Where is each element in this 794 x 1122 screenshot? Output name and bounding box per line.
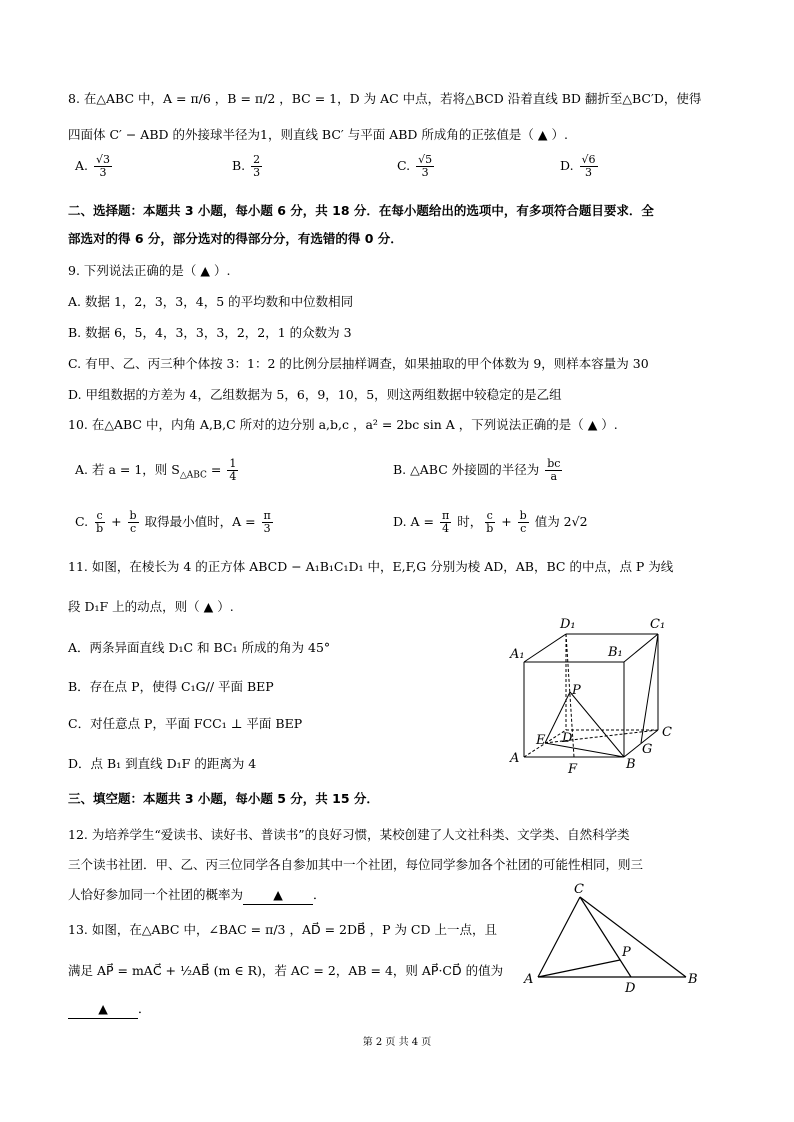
answer-blank[interactable]: ▲ [68,1000,138,1019]
option-label: A. [75,158,89,173]
option-label: C. [397,158,411,173]
option-label: B. [232,158,246,173]
label-g: G [642,742,653,757]
q8-option-d[interactable] [560,154,600,179]
cube-figure [500,610,690,780]
label-a: A [510,751,520,766]
option-label: D. [560,158,574,173]
section2-heading-line2: 部选对的得 6 分，部分选对的得部分分，有选错的得 0 分． [68,231,403,246]
q8-option-a[interactable] [75,154,114,179]
q13-line1: 13. 如图，在△ABC 中，∠BAC = π/3 ，AD⃗ = 2DB⃗ ，P 为 CD 上一点，且 [68,922,497,937]
q10-option-c[interactable]: C. $\frac{c}{b}$ + $\frac{b}{c}$ 取得最小值时，A = $\frac{\pi}{3}$ [75,509,271,535]
label-b: B [626,757,636,772]
label-d: D [562,731,573,746]
q11-option-d[interactable]: D．点 B₁ 到直线 D₁F 的距离为 4 [68,756,257,771]
q11-option-c[interactable]: C．对任意点 P，平面 FCC₁ ⊥ 平面 BEP [68,716,303,731]
q9-option-a[interactable]: A. 数据 1，2，3，3，4，5 的平均数和中位数相同 [68,294,354,309]
answer-blank[interactable]: ▲ [243,886,313,905]
q11-line1: 11. 如图，在棱长为 4 的正方体 ABCD − A₁B₁C₁D₁ 中，E,F,G 分别为棱 AD，AB，BC 的中点，点 P 为线 [68,559,674,574]
q9-option-c[interactable]: C. 有甲、乙、丙三种个体按 3：1：2 的比例分层抽样调查，如果抽取的甲个体数为 9，则样本容量为 30 [68,356,649,371]
label-b: B [688,972,698,987]
q11-line2: 段 D₁F 上的动点，则（ ▲ ）. [68,599,234,614]
label-a: A [524,972,534,987]
label-c: C [662,725,672,740]
label-d1: D₁ [560,617,576,632]
label-d: D [625,981,636,995]
label-b1: B₁ [608,645,623,660]
option-fraction: $\frac{2}{3}$ [253,153,261,179]
q8-line2: 四面体 C′ − ABD 的外接球半径为1，则直线 BC′ 与平面 ABD 所成角的正弦值是（ ▲ ）. [68,127,568,142]
label-c1: C₁ [650,617,666,632]
q8-line1: 8. 在△ABC 中，A = π/6 ，B = π/2 ，BC = 1，D 为 AC 中点，若将△BCD 沿着直线 BD 翻折至△BC′D，使得 [68,91,702,106]
q10-option-b[interactable]: B. △ABC 外接圆的半径为 $\frac{bc}{a}$ [393,457,561,483]
q12-line1: 12. 为培养学生“爱读书、读好书、普读书”的良好习惯，某校创建了人文社科类、文学类、自然科学类 [68,827,630,842]
label-f: F [568,762,578,777]
q13-line2: 满足 AP⃗ = mAC⃗ + ½AB⃗ (m ∈ R)，若 AC = 2，AB = 4，则 AP⃗·CD⃗ 的值为 [68,963,504,978]
option-fraction: $\frac{√3}{3}$ [96,153,111,179]
section3-heading: 三、填空题：本题共 3 小题，每小题 5 分，共 15 分． [68,791,379,806]
q10-option-d[interactable]: D. A = $\frac{\pi}{4}$ 时， $\frac{c}{b}$ + $\frac{b}{c}$ 值为 2√2 [393,509,588,535]
option-fraction: $\frac{√5}{3}$ [418,153,433,179]
q8-option-c[interactable] [397,154,436,179]
q11-option-b[interactable]: B．存在点 P，使得 C₁G// 平面 BEP [68,679,274,694]
label-p: P [622,945,631,960]
q13-line3: ▲ ． [68,1000,151,1019]
q10-option-a[interactable]: A. 若 a = 1，则 $S_{\triangle ABC}$ = $\frac{1}{4}$ [75,457,237,483]
q9-stem: 9. 下列说法正确的是（ ▲ ）. [68,263,231,278]
q11-option-a[interactable]: A．两条异面直线 D₁C 和 BC₁ 所成的角为 45° [68,640,331,655]
q9-option-d[interactable]: D. 甲组数据的方差为 4，乙组数据为 5，6，9，10，5，则这两组数据中较稳定的是乙组 [68,387,562,402]
q9-option-b[interactable]: B. 数据 6，5，4，3，3，3，2，2，1 的众数为 3 [68,325,352,340]
q12-line3: 人恰好参加同一个社团的概率为 ▲ ． [68,886,326,905]
q12-line2: 三个读书社团．甲、乙、丙三位同学各自参加其中一个社团，每位同学参加各个社团的可能性相同，则三 [68,857,644,872]
option-fraction: $\frac{√6}{3}$ [581,153,596,179]
label-a1: A₁ [510,647,525,662]
q10-stem: 10. 在△ABC 中，内角 A,B,C 所对的边分别 a,b,c ，a² = 2bc sin A ，下列说法正确的是（ ▲ ）. [68,417,618,432]
label-c: C [574,882,584,897]
page-footer: 第 2 页 共 4 页 [362,1037,432,1048]
q8-option-b[interactable] [232,154,264,179]
label-e: E [536,733,546,748]
triangle-figure [518,880,718,995]
label-p: P [572,683,581,698]
section2-heading-line1: 二、选择题：本题共 3 小题，每小题 6 分，共 18 分．在每小题给出的选项中，有多项符合题目要求．全 [68,203,654,218]
